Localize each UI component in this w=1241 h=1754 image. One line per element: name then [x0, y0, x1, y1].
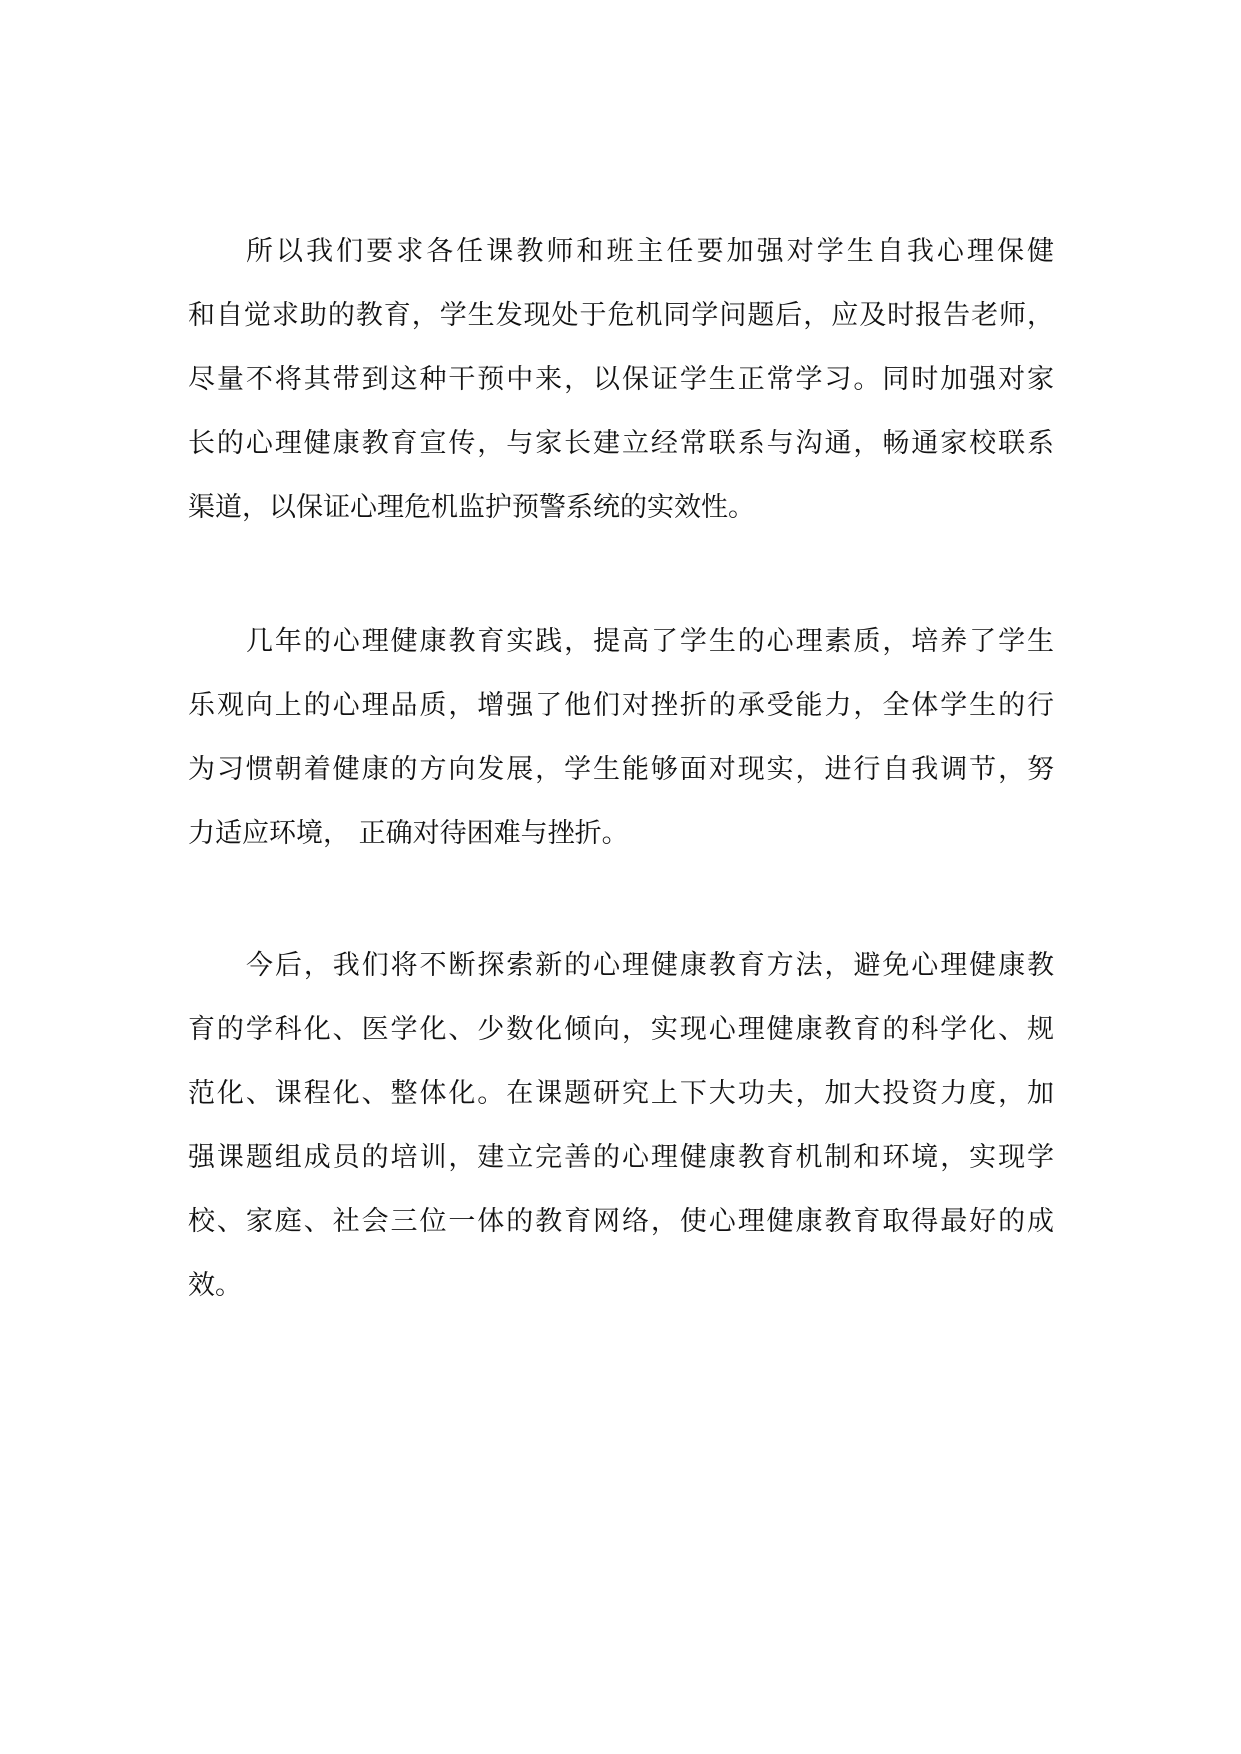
paragraph-3: [188, 934, 1054, 1318]
paragraph-line: 和自觉求助的教育，学生发现处于危机同学问题后，应及时报告老师，: [188, 300, 1054, 331]
paragraph-line: 乐观向上的心理品质，增强了他们对挫折的承受能力，全体学生的行: [188, 690, 1054, 721]
paragraph-1: [188, 220, 1054, 540]
paragraph-line: 强课题组成员的培训，建立完善的心理健康教育机制和环境，实现学: [188, 1142, 1054, 1173]
paragraph-line: 渠道，以保证心理危机监护预警系统的实效性。: [188, 492, 755, 523]
paragraph-line: 校、家庭、社会三位一体的教育网络，使心理健康教育取得最好的成: [188, 1206, 1054, 1237]
paragraph-line: 效。: [188, 1270, 242, 1301]
paragraph-line: 几年的心理健康教育实践，提高了学生的心理素质，培养了学生: [246, 626, 1054, 657]
paragraph-line: 所以我们要求各任课教师和班主任要加强对学生自我心理保健: [246, 236, 1054, 267]
paragraph-2: [188, 610, 1054, 866]
paragraph-line: 今后，我们将不断探索新的心理健康教育方法，避免心理健康教: [246, 950, 1054, 981]
paragraph-line: 范化、课程化、整体化。在课题研究上下大功夫，加大投资力度，加: [188, 1078, 1054, 1109]
paragraph-line: 育的学科化、医学化、少数化倾向，实现心理健康教育的科学化、规: [188, 1014, 1054, 1045]
paragraph-line: 为习惯朝着健康的方向发展，学生能够面对现实，进行自我调节，努: [188, 754, 1054, 785]
paragraph-line: 长的心理健康教育宣传，与家长建立经常联系与沟通，畅通家校联系: [188, 428, 1054, 459]
paragraph-line: 力适应环境， 正确对待困难与挫折。: [188, 818, 629, 849]
paragraph-line: 尽量不将其带到这种干预中来，以保证学生正常学习。同时加强对家: [188, 364, 1054, 395]
